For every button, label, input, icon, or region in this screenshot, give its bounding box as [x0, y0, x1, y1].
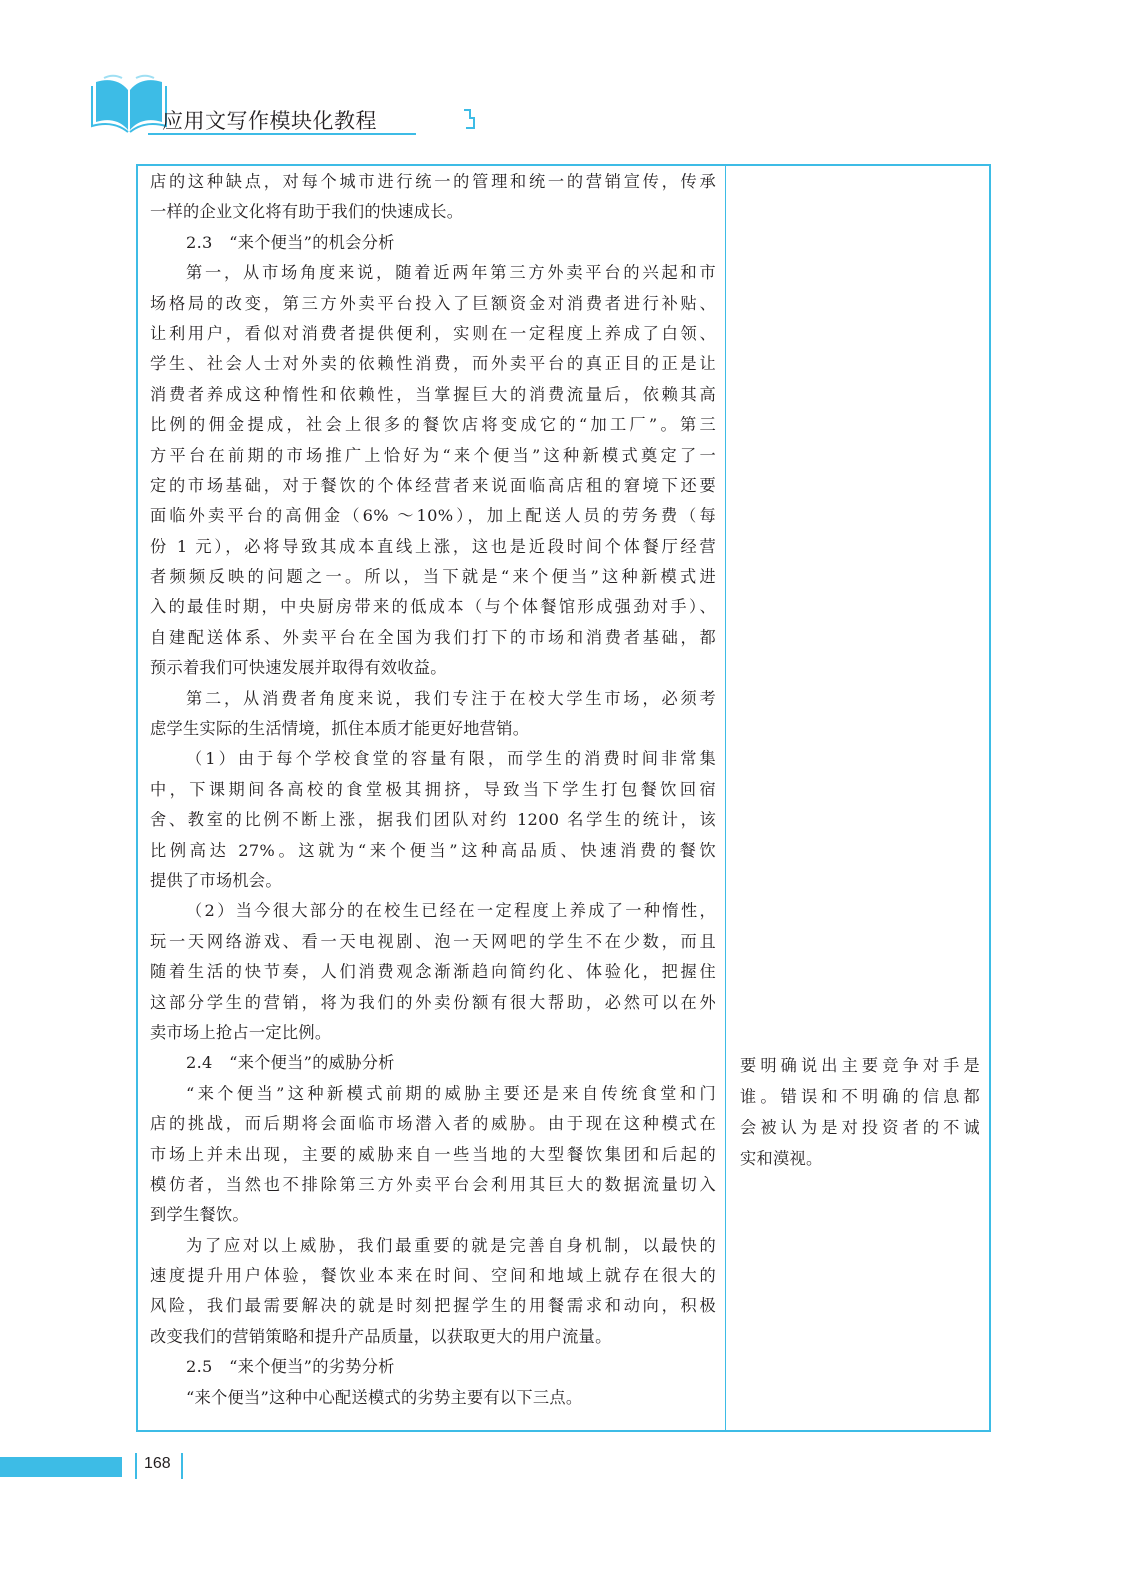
- open-book-icon: [90, 72, 168, 136]
- note-line: 谁。错误和不明确的信息都: [740, 1087, 980, 1106]
- text-line: 定的市场基础，对于餐饮的个体经营者来说面临高店租的窘境下还要: [150, 475, 716, 495]
- page-number: 168: [144, 1455, 171, 1472]
- text-line: 比例的佣金提成，社会上很多的餐饮店将变成它的“加工厂”。第三: [150, 415, 716, 435]
- text-line: 舍、教室的比例不断上涨，据我们团队对约 1200 名学生的统计，该: [150, 810, 716, 830]
- text-line: 入的最佳时期，中央厨房带来的低成本（与个体餐馆形成强劲对手）、: [150, 597, 716, 617]
- text-line: 一样的企业文化将有助于我们的快速成长。: [150, 202, 464, 222]
- text-line: 第一，从市场角度来说，随着近两年第三方外卖平台的兴起和市: [186, 263, 716, 283]
- table-column-divider: [725, 164, 726, 1432]
- text-line: 自建配送体系、外卖平台在全国为我们打下的市场和消费者基础，都: [150, 627, 716, 647]
- text-line: 店的这种缺点，对每个城市进行统一的管理和统一的营销宣传，传承: [150, 172, 716, 191]
- text-line: 速度提升用户体验，餐饮业本来在时间、空间和地域上就存在很大的: [150, 1266, 716, 1286]
- text-line: “来个便当”这种中心配送模式的劣势主要有以下三点。: [186, 1387, 583, 1407]
- text-line: 2.4 “来个便当”的威胁分析: [186, 1053, 395, 1073]
- text-line: 中，下课期间各高校的食堂极其拥挤，导致当下学生打包餐饮回宿: [150, 779, 716, 799]
- text-line: 方平台在前期的市场推广上恰好为“来个便当”这种新模式奠定了一: [150, 445, 716, 465]
- header-underline: [148, 133, 416, 135]
- text-line: 改变我们的营销策略和提升产品质量，以获取更大的用户流量。: [150, 1326, 612, 1346]
- footer-bar: [0, 1457, 122, 1477]
- text-line: 风险，我们最需要解决的就是时刻把握学生的用餐需求和动向，积极: [150, 1296, 716, 1316]
- text-line: 市场上并未出现，主要的威胁来自一些当地的大型餐饮集团和后起的: [150, 1144, 716, 1164]
- text-line: 比例高达 27%。这就为“来个便当”这种高品质、快速消费的餐饮: [150, 840, 716, 860]
- text-line: 场格局的改变，第三方外卖平台投入了巨额资金对消费者进行补贴、: [150, 293, 716, 313]
- text-line: 为了应对以上威胁，我们最重要的就是完善自身机制，以最快的: [186, 1235, 716, 1255]
- text-line: 预示着我们可快速发展并取得有效收益。: [150, 658, 447, 678]
- text-line: 让利用户，看似对消费者提供便利，实则在一定程度上养成了白领、: [150, 323, 716, 343]
- note-line: 实和漠视。: [740, 1149, 823, 1168]
- text-line: 提供了市场机会。: [150, 870, 282, 890]
- text-line: 卖市场上抢占一定比例。: [150, 1022, 332, 1042]
- text-line: 到学生餐饮。: [150, 1205, 249, 1225]
- text-line: 面临外卖平台的高佣金（6% ～10%），加上配送人员的劳务费（每: [150, 506, 716, 526]
- page-header: [90, 72, 420, 136]
- annotation-column: [740, 1050, 980, 1174]
- text-line: “来个便当”这种新模式前期的威胁主要还是来自传统食堂和门: [186, 1083, 716, 1103]
- footer-separator: [135, 1453, 137, 1479]
- text-line: 份 1 元），必将导致其成本直线上涨，这也是近段时间个体餐厅经营: [150, 536, 716, 556]
- footer-separator: [181, 1453, 183, 1479]
- text-line: 虑学生实际的生活情境，抓住本质才能更好地营销。: [150, 719, 530, 739]
- text-line: 2.3 “来个便当”的机会分析: [186, 232, 395, 252]
- text-line: 玩一天网络游戏、看一天电视剧、泡一天网吧的学生不在少数，而且: [150, 931, 716, 951]
- text-line: 消费者养成这种惰性和依赖性，当掌握巨大的消费流量后，依赖其高: [150, 384, 716, 404]
- text-line: 2.5 “来个便当”的劣势分析: [186, 1357, 395, 1377]
- text-line: 学生、社会人士对外卖的依赖性消费，而外卖平台的真正目的正是让: [150, 354, 716, 374]
- text-line: （2）当今很大部分的在校生已经在一定程度上养成了一种惰性，: [186, 901, 716, 921]
- note-line: 会被认为是对投资者的不诚: [740, 1118, 980, 1137]
- note-line: 要明确说出主要竞争对手是: [740, 1056, 980, 1075]
- text-line: 这部分学生的营销，将为我们的外卖份额有很大帮助，必然可以在外: [150, 992, 716, 1012]
- text-line: （1）由于每个学校食堂的容量有限，而学生的消费时间非常集: [186, 749, 716, 769]
- text-line: 店的挑战，而后期将会面临市场潜入者的威胁。由于现在这种模式在: [150, 1114, 716, 1134]
- bookmark-tab-icon: [462, 108, 476, 130]
- book-title: 应用文写作模块化教程: [162, 109, 377, 133]
- text-line: 者频频反映的问题之一。所以，当下就是“来个便当”这种新模式进: [150, 567, 716, 587]
- text-line: 随着生活的快节奏，人们消费观念渐渐趋向简约化、体验化，把握住: [150, 962, 716, 982]
- text-line: 模仿者，当然也不排除第三方外卖平台会利用其巨大的数据流量切入: [150, 1174, 716, 1194]
- text-line: 第二，从消费者角度来说，我们专注于在校大学生市场，必须考: [186, 688, 716, 708]
- main-text-column: [150, 167, 716, 1413]
